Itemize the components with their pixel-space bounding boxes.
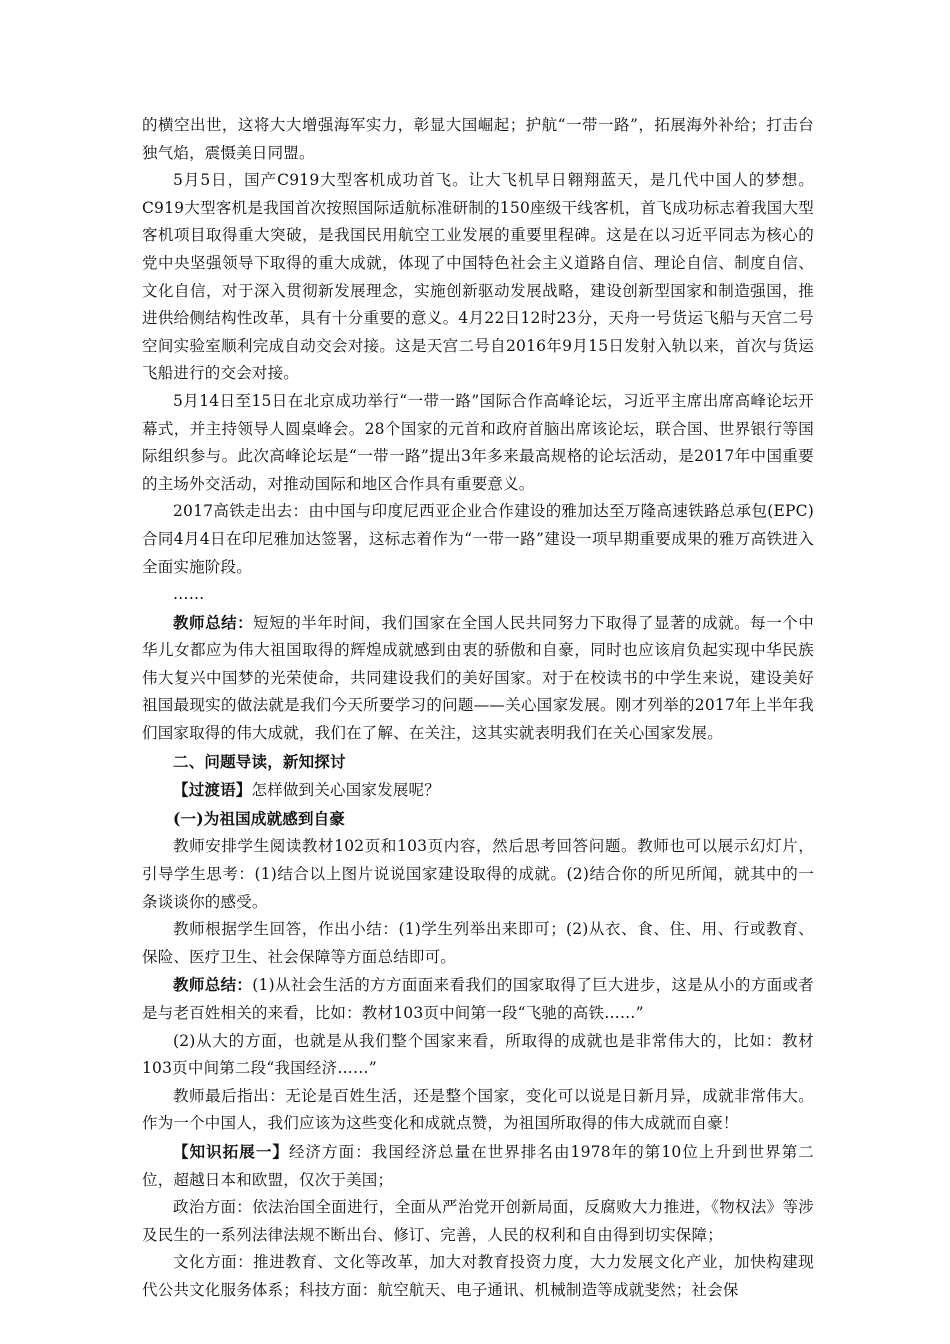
paragraph-text: (2)从大的方面，也就是从我们整个国家来看，所取得的成就也是非常伟大的，比如：教材103页中间第二段“我国经济……” xyxy=(142,1031,814,1078)
paragraph-text: 经济方面：我国经济总量在世界排名由1978年的第10位上升到世界第二位，超越日本和欧盟，仅次于美国； xyxy=(142,1142,814,1189)
paragraph-reading-task xyxy=(142,833,814,916)
paragraph-politics xyxy=(142,1194,814,1249)
paragraph-teacher-summary-1 xyxy=(142,609,814,748)
bold-lead: 二、问题导读，新知探讨 xyxy=(173,751,346,771)
paragraph-culture-tech xyxy=(142,1249,814,1304)
paragraph-text: 2017高铁走出去：由中国与印度尼西亚企业合作建设的雅加达至万隆高速铁路总承包(EPC)合同4月4日在印尼雅加达签署，这标志着作为“一带一路”建设一项早期重要成果的雅万高铁进入全面实施阶段。 xyxy=(142,502,814,576)
paragraph-big-aspect xyxy=(142,1028,814,1083)
paragraph-text: 的横空出世，这将大大增强海军实力，彰显大国崛起；护航“一带一路”，拓展海外补给；打击台独气焰，震慑美日同盟。 xyxy=(142,116,814,162)
paragraph-text: 5月5日，国产C919大型客机成功首飞。让大飞机早日翱翔蓝天，是几代中国人的梦想。C919大型客机是我国首次按照国际适航标准研制的150座级干线客机，首飞成功标志着我国大型客机项目取得重大突破，是我国民用航空工业发展的重要里程碑。这是在以习近平同志为核心的党中央坚强领导下取得的重大成就，体现了中国特色社会主义道路自信、理论自信、制度自信、文化自信，对于深入贯彻新发展理念，实施创新驱动发展战略，建设创新型国家和制造强国，推进供给侧结构性改革，具有十分重要的意义。4月22日12时23分，天舟一号货运飞船与天宫二号空间实验室顺利完成自动交会对接。这是天宫二号自2016年9月15日发射入轨以来，首次与货运飞船进行的交会对接。 xyxy=(142,171,814,383)
paragraph-text: 5月14日至15日在北京成功举行“一带一路”国际合作高峰论坛，习近平主席出席高峰论坛开幕式，并主持领导人圆桌峰会。28个国家的元首和政府首脑出席该论坛，联合国、世界银行等国际组织参与。此次高峰论坛是“一带一路”提出3年多来最高规格的论坛活动，是2017年中国重要的主场外交活动，对推动国际和地区合作具有重要意义。 xyxy=(142,391,814,493)
paragraph-text: 政治方面：依法治国全面进行，全面从严治党开创新局面，反腐败大力推进，《物权法》等涉及民生的一系列法律法规不断出台、修订、完善，人民的权利和自由得到切实保障； xyxy=(142,1198,814,1244)
paragraph-belt-road-forum xyxy=(142,388,814,498)
paragraph-text: 怎样做到关心国家发展呢？ xyxy=(251,781,440,800)
paragraph-text: 教师根据学生回答，作出小结：(1)学生列举出来即可；(2)从衣、食、住、用、行或教育、保险、医疗卫生、社会保障等方面总结即可。 xyxy=(142,920,814,966)
paragraph-teacher-summary-2 xyxy=(142,971,814,1027)
bold-lead: 【过渡语】 xyxy=(173,780,252,800)
paragraph-high-speed-rail xyxy=(142,498,814,581)
paragraph-text: …… xyxy=(173,585,205,604)
paragraph-text: 教师安排学生阅读教材102页和103页内容，然后思考回答问题。教师也可以展示幻灯片，引导学生思考：(1)结合以上图片说说国家建设取得的成就。(2)结合你的所见所闻，就其中的一条谈谈你的感受。 xyxy=(142,837,814,911)
bold-lead: (一)为祖国成就感到自豪 xyxy=(173,808,346,828)
paragraph-text: 短短的半年时间，我们国家在全国人民共同努力下取得了显著的成就。每一个中华儿女都应为伟大祖国取得的辉煌成就感到由衷的骄傲和自豪，同时也应该肩负起实现中华民族伟大复兴中国梦的光荣使命，共同建设我们的美好国家。对于在校读书的中学生来说，建设美好祖国最现实的做法就是我们今天所要学习的问题——关心国家发展。刚才列举的2017年上半年我们国家取得的伟大成就，我们在了解、在关注，这其实就表明我们在关心国家发展。 xyxy=(142,613,814,743)
bold-lead: 教师总结： xyxy=(173,975,253,995)
paragraph-teacher-brief xyxy=(142,916,814,971)
section-heading-2 xyxy=(142,748,814,777)
bold-lead: 【知识拓展一】 xyxy=(173,1141,289,1161)
paragraph-ellipsis xyxy=(142,581,814,609)
paragraph-transition xyxy=(142,776,814,805)
document-page xyxy=(142,112,814,1305)
paragraph-text: 文化方面：推进教育、文化等改革，加大对教育投资力度，大力发展文化产业，加快构建现代公共文化服务体系；科技方面：航空航天、电子通讯、机械制造等成就斐然；社会保 xyxy=(142,1253,814,1299)
paragraph-teacher-final xyxy=(142,1083,814,1138)
paragraph-text: (1)从社会生活的方方面面来看我们的国家取得了巨大进步，这是从小的方面或者是与老百姓相关的来看，比如：教材103页中间第一段“飞驰的高铁……” xyxy=(142,976,814,1022)
paragraph-carrier-continuation xyxy=(142,112,814,167)
paragraph-c919-first-flight xyxy=(142,167,814,388)
bold-lead: 教师总结： xyxy=(173,612,254,632)
subsection-heading-1 xyxy=(142,805,814,834)
paragraph-text: 教师最后指出：无论是百姓生活，还是整个国家，变化可以说是日新月异，成就非常伟大。作为一个中国人，我们应该为这些变化和成就点赞，为祖国所取得的伟大成就而自豪！ xyxy=(142,1086,814,1133)
paragraph-knowledge-extension xyxy=(142,1138,814,1194)
